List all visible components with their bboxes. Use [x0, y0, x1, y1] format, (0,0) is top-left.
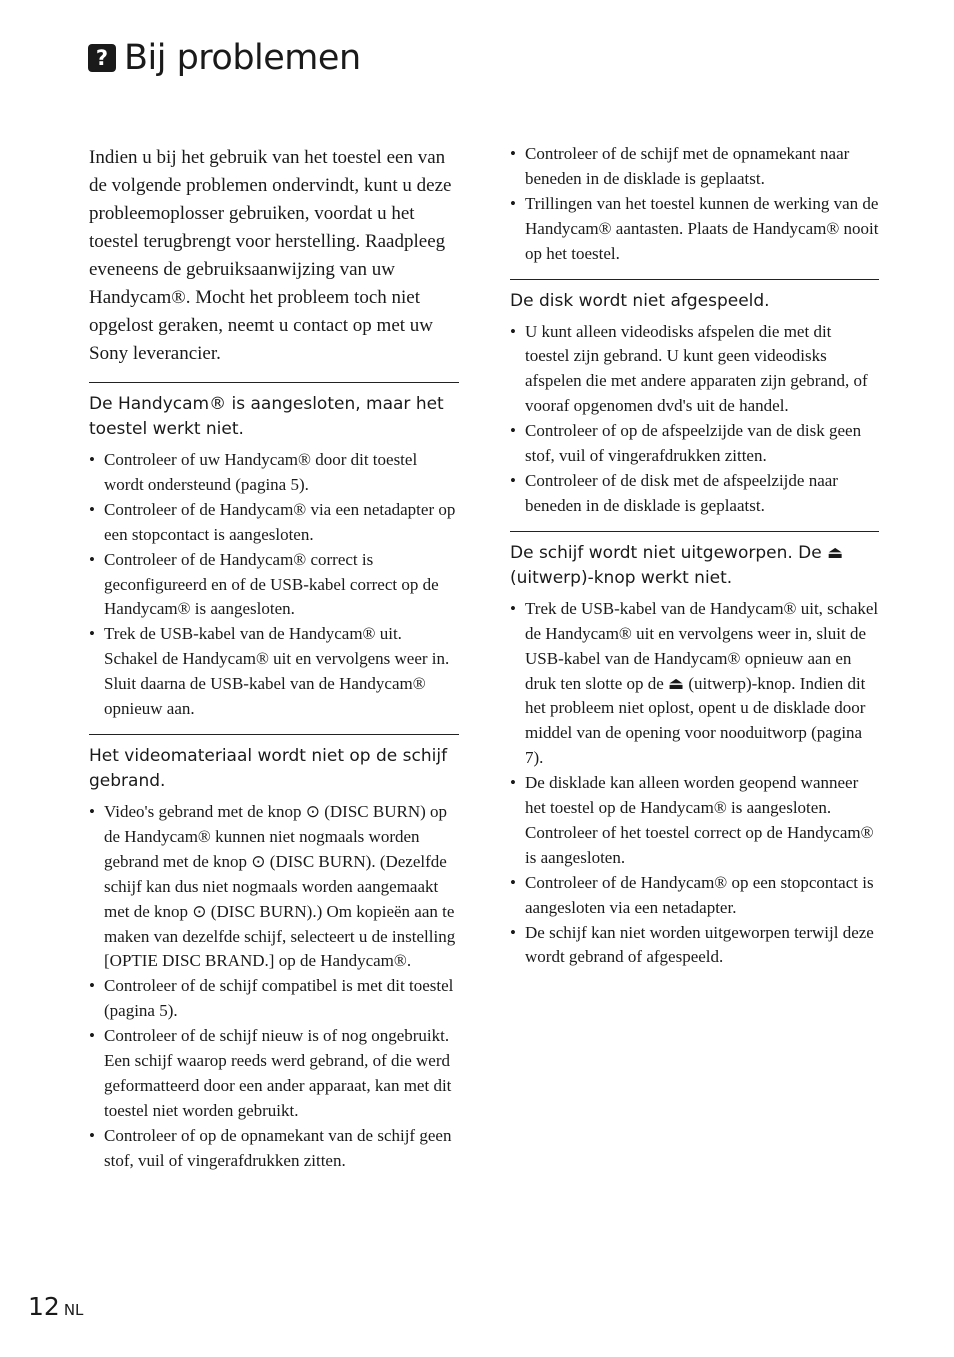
list-item: • Controleer of op de opnamekant van de schijf geen stof, vuil of vingerafdrukken zitten. — [89, 1124, 459, 1174]
section-heading: De disk wordt niet afgespeeld. — [510, 290, 770, 311]
section-divider — [89, 734, 459, 735]
page-title-text: Bij problemen — [124, 38, 361, 78]
section-divider — [510, 531, 879, 532]
list-item: • Controleer of op de afspeelzijde van de disk geen stof, vuil of vingerafdrukken zitten. — [510, 419, 879, 469]
list-item: • Controleer of de schijf nieuw is of nog ongebruikt. Een schijf waarop reeds werd gebrand, of die werd geformatteerd door een ander apparaat, kan met dit toestel niet worden gebruikt. — [89, 1024, 459, 1124]
list-item: • Video's gebrand met de knop ⊙ (DISC BURN) op de Handycam® kunnen niet nogmaals worden gebrand met de knop ⊙ (DISC BURN). (Dezelfde schijf kan dus niet nogmaals worden aangemaakt met de knop ⊙ (DISC BURN).) Om kopieën aan te maken van dezelfde schijf, selecteert u de instelling [OPTIE DISC BRAND.] op de Handycam®. — [89, 800, 459, 974]
list-item: • Controleer of de Handycam® correct is geconfigureerd en of de USB-kabel correct op de Handycam® is aangesloten. — [89, 548, 459, 623]
intro-paragraph: Indien u bij het gebruik van het toestel een van de volgende problemen ondervindt, kunt u deze probleemoplosser gebruiken, voordat u het toestel terugbrengt voor herstelling. Raadpleeg eveneens de gebruiksaanwijzing van uw Handycam®. Mocht het probleem toch niet opgelost geraken, neemt u contact op met uw Sony leverancier. — [89, 147, 452, 364]
bullet-list — [89, 800, 459, 1174]
list-item: • Trek de USB-kabel van de Handycam® uit, schakel de Handycam® uit en vervolgens weer in, sluit de USB-kabel van de Handycam® opnieuw aan en druk ten slotte op de ⏏ (uitwerp)-knop. Indien dit het probleem niet oplost, opent u de disklade door middel van de opening voor nooduitworp (pagina 7). — [510, 597, 879, 771]
list-item: • Trillingen van het toestel kunnen de werking van de Handycam® aantasten. Plaats de Handycam® nooit op het toestel. — [510, 192, 879, 267]
bullet-list — [510, 597, 879, 971]
list-item: • Controleer of de schijf compatibel is met dit toestel (pagina 5). — [89, 974, 459, 1024]
bullet-list — [510, 320, 879, 519]
list-item: • Controleer of uw Handycam® door dit toestel wordt ondersteund (pagina 5). — [89, 448, 459, 498]
list-item: • Controleer of de Handycam® via een netadapter op een stopcontact is aangesloten. — [89, 498, 459, 548]
list-item: • De disklade kan alleen worden geopend wanneer het toestel op de Handycam® is aangesloten. Controleer of het toestel correct op de Handycam® is aangesloten. — [510, 771, 879, 871]
list-item: • Trek de USB-kabel van de Handycam® uit. Schakel de Handycam® uit en vervolgens weer in. Sluit daarna de USB-kabel van de Handycam® opnieuw aan. — [89, 622, 459, 722]
bullet-list — [510, 142, 879, 267]
question-box-icon: ? — [88, 44, 116, 72]
page-language: NL — [63, 1301, 84, 1319]
page-footer — [28, 1292, 83, 1321]
right-column — [510, 142, 879, 982]
section-heading: Het videomateriaal wordt niet op de schijf gebrand. — [89, 745, 448, 791]
list-item: • Controleer of de Handycam® op een stopcontact is aangesloten via een netadapter. — [510, 871, 879, 921]
bullet-list — [89, 448, 459, 722]
list-item: • De schijf kan niet worden uitgeworpen terwijl deze wordt gebrand of afgespeeld. — [510, 921, 879, 971]
page-title — [88, 38, 361, 78]
left-column — [89, 144, 459, 1186]
section-heading: De Handycam® is aangesloten, maar het toestel werkt niet. — [89, 394, 444, 439]
section-heading: De schijf wordt niet uitgeworpen. De ⏏ (uitwerp)-knop werkt niet. — [510, 542, 844, 588]
section-divider — [89, 382, 459, 383]
list-item: • Controleer of de disk met de afspeelzijde naar beneden in de disklade is geplaatst. — [510, 469, 879, 519]
page-number: 12 — [28, 1292, 60, 1321]
list-item: • U kunt alleen videodisks afspelen die met dit toestel zijn gebrand. U kunt geen videodisks afspelen die met andere apparaten zijn gebrand, of vooraf opgenomen dvd's uit de handel. — [510, 320, 879, 420]
section-divider — [510, 279, 879, 280]
list-item: • Controleer of de schijf met de opnamekant naar beneden in de disklade is geplaatst. — [510, 142, 879, 192]
